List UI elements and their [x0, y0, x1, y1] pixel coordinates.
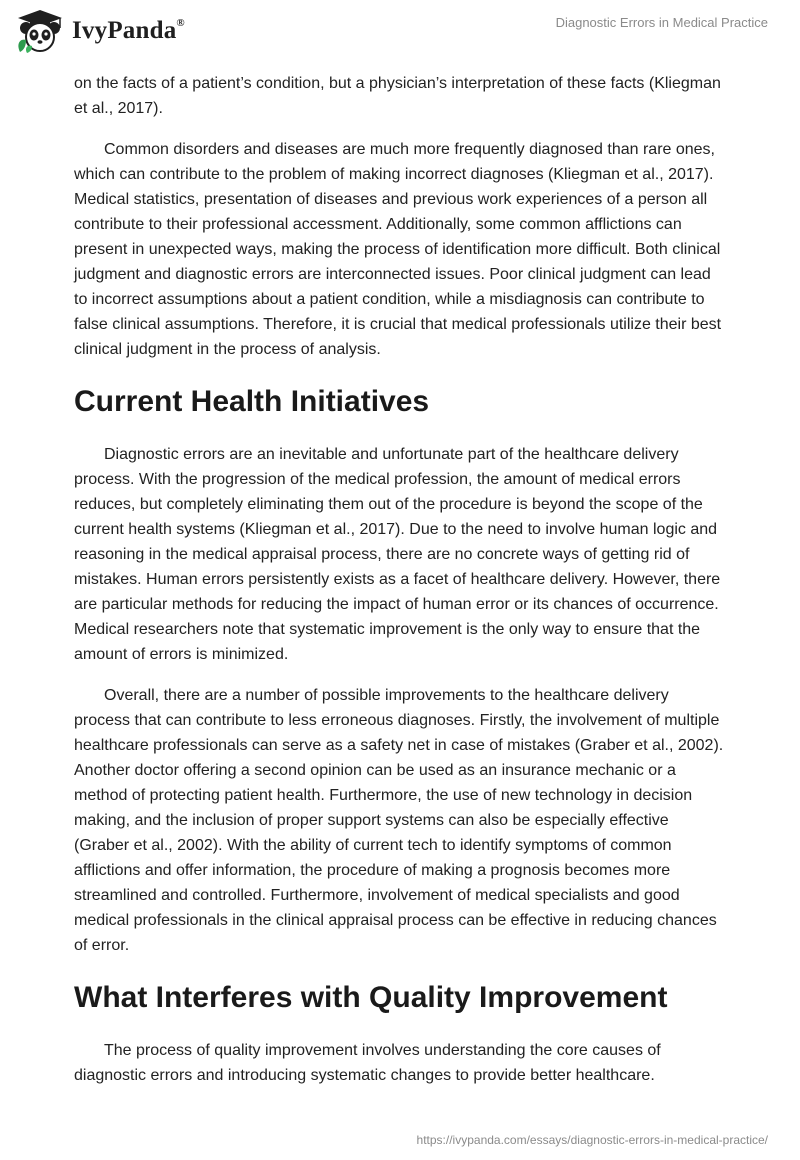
panda-graduate-icon: [14, 8, 66, 54]
document-title: Diagnostic Errors in Medical Practice: [555, 15, 768, 30]
paragraph: Overall, there are a number of possible improvements to the healthcare delivery process that can contribute to less erroneous diagnoses. Firstly, the involvement of multiple healthcare professionals can serve as a safety net in case of mistakes (Graber et al., 2002). Another doctor offering a second opinion can be used as an insurance mechanic or a method of protecting patient health. Furthermore, the use of new technology in decision making, and the inclusion of proper support systems can also be especially effective (Graber et al., 2002). With the ability of current tech to identify symptoms of common afflictions and offer information, the procedure of making a prognosis becomes more streamlined and controlled. Furthermore, involvement of medical specialists and good medical professionals in the clinical appraisal process can be effective in reducing chances of error.: [74, 687, 724, 954]
section-heading-current-health-initiatives: Current Health Initiatives: [74, 385, 430, 418]
ivypanda-logo[interactable]: [14, 8, 185, 54]
paragraph: Common disorders and diseases are much more frequently diagnosed than rare ones, which can contribute to the problem of making incorrect diagnoses (Kliegman et al., 2017). Medical statistics, presentation of diseases and previous work experiences of a person all contribute to their professional accessment. Additionally, some common afflictions can present in unexpected ways, making the process of identification more difficult. Both clinical judgment and diagnostic errors are interconnected issues. Poor clinical judgment can lead to incorrect assumptions about a patient condition, while a misdiagnosis can contribute to false clinical assumptions. Therefore, it is crucial that medical professionals utilize their best clinical judgment in the process of analysis.: [74, 141, 722, 358]
paragraph-continued: on the facts of a patient’s condition, but a physician’s interpretation of these facts (Kliegman et al., 2017).: [74, 75, 721, 117]
source-url-link[interactable]: https://ivypanda.com/essays/diagnostic-errors-in-medical-practice/: [416, 1133, 768, 1147]
paragraph: Diagnostic errors are an inevitable and unfortunate part of the healthcare delivery process. With the progression of the medical profession, the amount of medical errors reduces, but completely eliminating them out of the procedure is beyond the scope of the current health systems (Kliegman et al., 2017). Due to the need to involve human logic and reasoning in the medical appraisal process, there are no concrete ways of getting rid of mistakes. Human errors persistently exists as a facet of healthcare delivery. However, there are particular methods for reducing the impact of human error or its chances of occurrence. Medical researchers note that systematic improvement is the only way to ensure that the amount of errors is minimized.: [74, 446, 721, 663]
page-header: [0, 0, 800, 70]
essay-body: [74, 71, 726, 1088]
paragraph: The process of quality improvement involves understanding the core causes of diagnostic errors and introducing systematic changes to provide better healthcare.: [74, 1042, 661, 1084]
section-heading-what-interferes: What Interferes with Quality Improvement: [74, 981, 668, 1014]
brand-name: IvyPanda®: [72, 16, 185, 44]
